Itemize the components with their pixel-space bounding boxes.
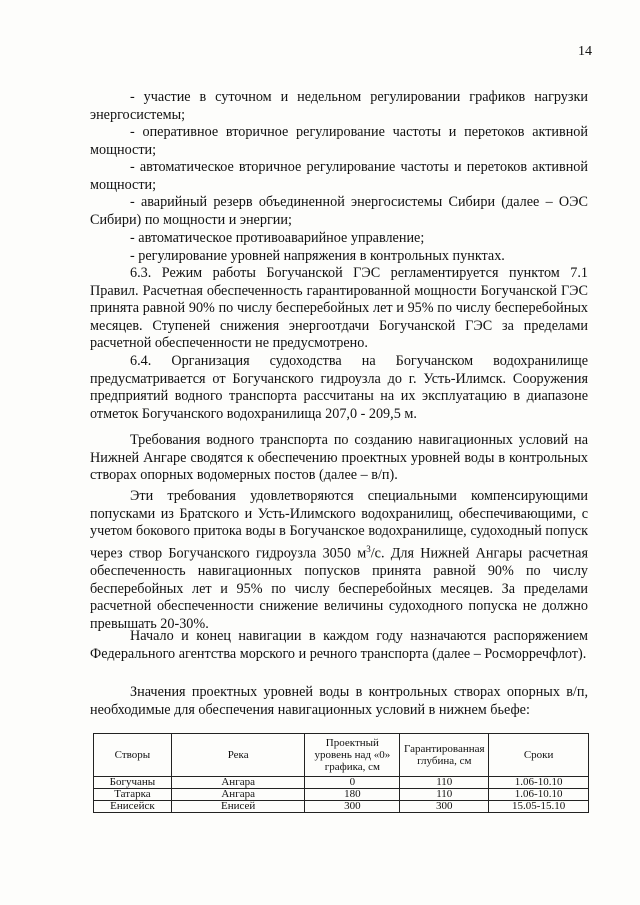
cell-level: 180 [305, 789, 400, 801]
paragraph-6-3: 6.3. Режим работы Богучанской ГЭС регламентируется пунктом 7.1 Правил. Расчетная обеспеченность гарантированной мощности Богучанской ГЭС принята равной 90% по числу бесперебойных лет и 95% по числу бесперебойных месяцев. Ступеней снижения энергоотдачи Богучанской ГЭС за пределами расчетной обеспеченности не предусмотрено. [90, 265, 588, 352]
list-item-3: - автоматическое вторичное регулирование частоты и перетоков активной мощности; [90, 159, 588, 193]
table-row [94, 789, 589, 801]
water-level-table [93, 733, 589, 813]
paragraph-6-4: 6.4. Организация судоходства на Богучанском водохранилище предусматривается от Богучанского гидроузла до г. Усть-Илимск. Сооружения предприятий водного транспорта рассчитаны на их эксплуатацию в диапазоне отметок Богучанского водохранилища 207,0 - 209,5 м. [90, 353, 588, 422]
list-item-4: - аварийный резерв объединенной энергосистемы Сибири (далее – ОЭС Сибири) по мощности и энергии; [90, 194, 588, 228]
list-item-1: - участие в суточном и недельном регулировании графиков нагрузки энергосистемы; [90, 89, 588, 123]
compensation-text-a: Эти требования удовлетворяются специальными компенсирующими попусками из Братского и Усть-Илимского водохранилищ, обеспечивающими, с учетом бокового притока воды в Богучанское водохранилище, судоходный попуск через створ Богучанского гидроузла 3050 м [90, 488, 588, 562]
header-level: Проектный уровень над «0» графика, см [305, 734, 400, 777]
compensation-text-b: /с. Для Нижней Ангары расчетная обеспеченность навигационных попусков принята равной 90% по числу бесперебойных лет и 95% по числу бесперебойных месяцев. За пределами расчетной обеспеченности снижение величины судоходного попуска не должно превышать 20-30%. [90, 545, 588, 632]
cell-site: Татарка [94, 789, 172, 801]
superscript-3: 3 [366, 543, 371, 554]
paragraph-navigation: Начало и конец навигации в каждом году назначаются распоряжением Федерального агентства морского и речного транспорта (далее – Росморречфлот). [90, 628, 588, 662]
table-row [94, 777, 589, 789]
header-dates: Сроки [489, 734, 589, 777]
page-number: 14 [578, 44, 592, 59]
cell-level: 0 [305, 777, 400, 789]
table-row [94, 801, 589, 813]
paragraph-values: Значения проектных уровней воды в контрольных створах опорных в/п, необходимые для обеспечения навигационных условий в нижнем бьефе: [90, 684, 588, 718]
cell-dates: 15.05-15.10 [489, 801, 589, 813]
header-depth: Гарантированная глубина, см [400, 734, 489, 777]
cell-depth: 300 [400, 801, 489, 813]
list-item-6: - регулирование уровней напряжения в контрольных пунктах. [130, 248, 505, 264]
cell-river: Ангара [171, 777, 305, 789]
list-item-5: - автоматическое противоаварийное управление; [130, 230, 425, 246]
cell-river: Енисей [171, 801, 305, 813]
cell-site: Енисейск [94, 801, 172, 813]
cell-river: Ангара [171, 789, 305, 801]
header-reka: Река [171, 734, 305, 777]
cell-dates: 1.06-10.10 [489, 777, 589, 789]
table-header-row [94, 734, 589, 777]
header-stvory: Створы [94, 734, 172, 777]
cell-site: Богучаны [94, 777, 172, 789]
paragraph-compensation [90, 488, 588, 633]
list-item-2: - оперативное вторичное регулирование частоты и перетоков активной мощности; [90, 124, 588, 158]
cell-depth: 110 [400, 789, 489, 801]
cell-dates: 1.06-10.10 [489, 789, 589, 801]
cell-depth: 110 [400, 777, 489, 789]
cell-level: 300 [305, 801, 400, 813]
paragraph-requirements: Требования водного транспорта по созданию навигационных условий на Нижней Ангаре сводятся к обеспечению проектных уровней воды в контрольных створах опорных водомерных постов (далее – в/п). [90, 432, 588, 484]
